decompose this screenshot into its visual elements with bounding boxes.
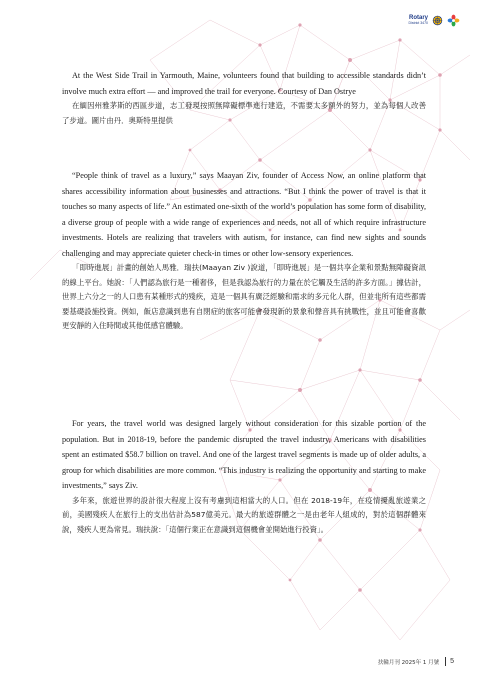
rotary-brand-text: Rotary <box>408 15 428 22</box>
rotary-logo <box>409 15 428 26</box>
caption-section <box>62 68 426 128</box>
footer-divider <box>445 657 446 666</box>
paragraph-chinese: 「即時進展」計畫的創始人馬雅．瑞扶(Maayan Ziv )說道，「即時進展」是一個共享企業和景點無障礙資訊的線上平台。她說：「人們認為旅行是一種奢侈，但是我認為旅行的力量在於它觸及生活的許多方面。」據估計，世界上六分之一的人口患有某種形式的殘疾，這是一個具有廣泛經驗和需求的多元化人群，但並非所有這些都需要基礎設施投資。例如，飯店意識到患有自閉症的旅客可能會發現新的景象和聲音具有挑戰性，並且可能會喜歡更安靜的入住時間或其他低感官體驗。 <box>62 263 426 330</box>
article-section-access-now <box>62 168 426 334</box>
colorful-flower-logo-icon <box>447 14 460 27</box>
paragraph-english: “People think of travel as a luxury,” says Maayan Ziv, founder of Access Now, an online platform that shares accessibility information about businesses and attractions. “But I think the power of travel is that it touches so many aspects of life.” An estimated one-sixth of the world’s population has some form of disability, a diverse group of people with a wide range of experiences and needs, not all of which require infrastructure investments. Hotels are realizing that travelers with autism, for instance, can find new sights and sounds challenging and may appreciate quieter check-in times or other low-sensory experiences. <box>62 171 426 258</box>
district-text: District 3470 <box>408 21 428 26</box>
issue-label: 扶輪月刊 2025年 1 月號 <box>377 659 440 666</box>
page-number: 5 <box>450 658 454 665</box>
header-logos <box>409 14 460 27</box>
caption-chinese: 在緬因州雅茅斯的西區步道，志工發現按照無障礙標準進行建造，不需要太多額外的努力，並為每個人改善了步道。圖片由丹．奧斯特里提供 <box>62 101 426 125</box>
caption-english: At the West Side Trail in Yarmouth, Maine, volunteers found that building to accessible standards didn’t involve much extra effort — and improved the trail for everyone. Courtesy of Dan Ostrye <box>62 71 426 96</box>
rotary-wheel-icon <box>432 15 443 26</box>
paragraph-chinese: 多年來，旅遊世界的設計很大程度上沒有考慮到這相當大的人口。但在 2018-19年，在疫情擾亂旅遊業之前，美國殘疾人在旅行上的支出估計為587億美元。最大的旅遊群體之一是由老年人組成的，對於這個群體來說，殘疾人更為常見。瑞扶說：「這個行業正在意識到這個機會並開始進行投資」。 <box>62 495 426 534</box>
paragraph-english: For years, the travel world was designed largely without consideration for this sizable portion of the population. But in 2018-19, before the pandemic disrupted the travel industry, Americans with disabilities spent an estimated $58.7 billion on travel. And one of the largest travel segments is made up of older adults, a group for which disabilities are more common. “This industry is realizing the opportunity and starting to make investments,” says Ziv. <box>62 419 426 490</box>
article-section-travel-spending <box>62 416 426 537</box>
page-footer <box>378 657 454 666</box>
